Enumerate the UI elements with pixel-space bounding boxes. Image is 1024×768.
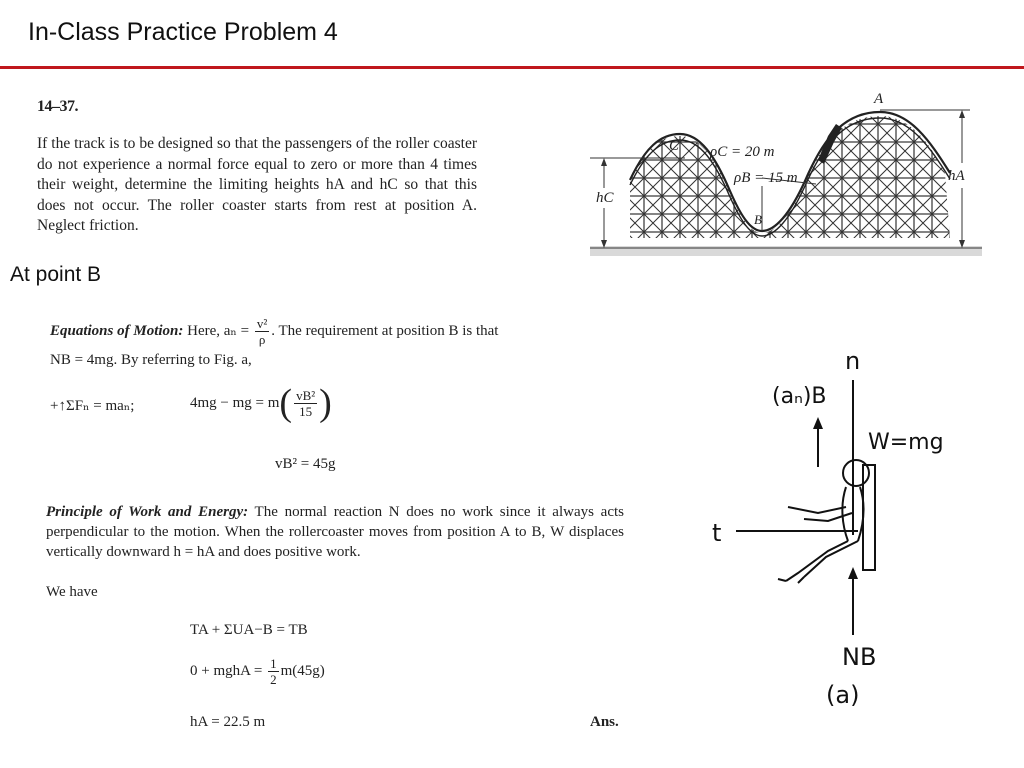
label-c: C bbox=[669, 138, 680, 154]
equation-1-lhs: +↑ΣFₙ = maₙ; bbox=[50, 398, 135, 414]
work-text: The normal reaction N does no work since it always acts perpendicular to the motion. When the rollercoaster moves from position A to B, W displaces vertically downward h = hA and does positive work. bbox=[46, 504, 624, 560]
problem-number: 14–37. bbox=[37, 98, 78, 115]
equation-2: vB² = 45g bbox=[275, 456, 336, 472]
we-have: We have bbox=[46, 584, 98, 600]
label-h-c: hC bbox=[596, 190, 614, 206]
eom-heading: Equations of Motion: bbox=[50, 322, 184, 339]
eq4-rhs: m(45g) bbox=[280, 662, 325, 679]
free-body-diagram bbox=[708, 345, 968, 715]
label-rho-b: ρB = 15 m bbox=[734, 170, 798, 186]
fbd-an-label: (aₙ)B bbox=[772, 384, 827, 409]
problem-statement: If the track is to be designed so that the passengers of the roller coaster do not experience a normal force equal to zero or more than 4 times their weight, determine the limiting heights hA and hC so that this does not occur. The roller coaster starts from rest at position A. Neglect friction. bbox=[37, 135, 477, 234]
slide-title: In-Class Practice Problem 4 bbox=[28, 18, 338, 46]
eom-fraction bbox=[255, 316, 269, 347]
equation-4 bbox=[190, 656, 325, 687]
eom-line-2: NB = 4mg. By referring to Fig. a, bbox=[50, 352, 252, 368]
fbd-n-label: n bbox=[845, 347, 861, 375]
label-rho-c: ρC = 20 m bbox=[710, 144, 775, 160]
eq4-lhs: 0 + mghA = bbox=[190, 662, 263, 679]
eom-frac-den: ρ bbox=[258, 332, 266, 347]
work-heading: Principle of Work and Energy: bbox=[46, 504, 249, 520]
equation-3: TA + ΣUA−B = TB bbox=[190, 622, 308, 638]
fbd-figure-label: (a) bbox=[826, 681, 860, 709]
eq4-num: 1 bbox=[270, 656, 277, 671]
eom-text-1: Here, aₙ = bbox=[187, 322, 250, 339]
roller-coaster-figure bbox=[590, 88, 982, 264]
label-a: A bbox=[874, 91, 884, 107]
eq1-den: 15 bbox=[299, 403, 313, 419]
equation-4-fraction bbox=[268, 656, 279, 687]
work-paragraph bbox=[46, 502, 624, 562]
eom-frac-num: v² bbox=[256, 316, 268, 331]
label-h-a: hA bbox=[948, 168, 965, 184]
equation-1-fraction bbox=[294, 388, 317, 419]
equation-1-mid: 4mg − mg = m bbox=[190, 395, 280, 411]
title-divider bbox=[0, 66, 1024, 69]
fbd-w-label: W=mg bbox=[868, 430, 944, 455]
equation-1: 4mg − mg = m( $\frac{\text{vB²}}{15}$ ) bbox=[190, 382, 332, 424]
eom-text-2: . The requirement at position B is that bbox=[271, 322, 499, 339]
answer-label: Ans. bbox=[590, 714, 619, 730]
eom-paragraph bbox=[50, 316, 625, 347]
eq4-den: 2 bbox=[270, 672, 277, 687]
label-b: B bbox=[754, 212, 762, 227]
fbd-t-label: t bbox=[712, 519, 722, 547]
fbd-nb-label: NB bbox=[842, 643, 877, 671]
section-heading: At point B bbox=[10, 263, 102, 286]
eq1-num: vB² bbox=[296, 387, 316, 403]
passenger-icon bbox=[778, 460, 875, 583]
equation-5: hA = 22.5 m bbox=[190, 714, 266, 730]
